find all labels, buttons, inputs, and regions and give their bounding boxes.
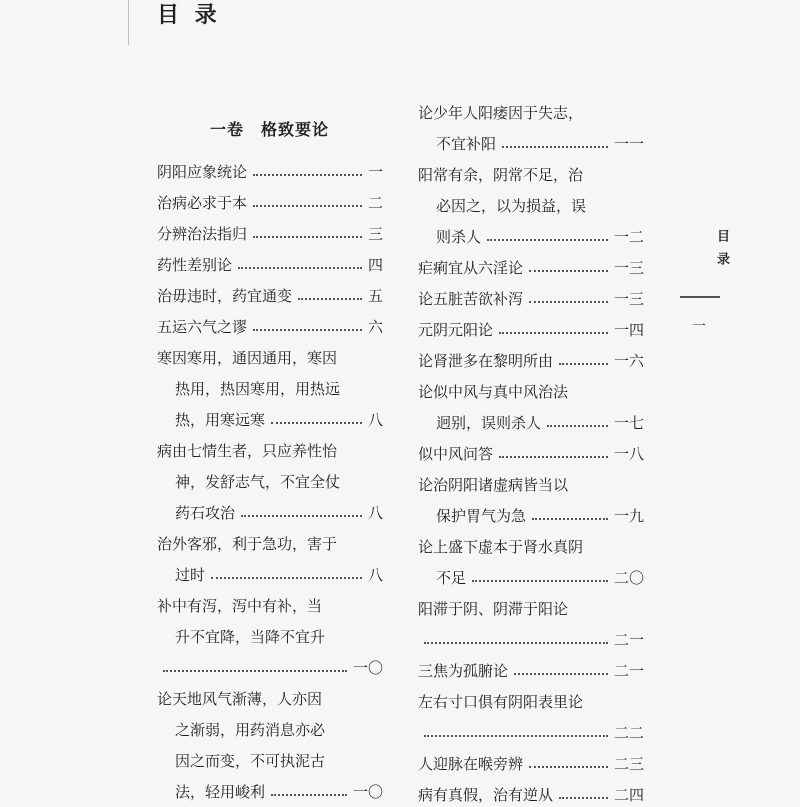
toc-entry-page: 六: [367, 318, 383, 336]
toc-entry-title: 论肾泄多在黎明所由: [418, 352, 554, 370]
toc-entry[interactable]: [175, 625, 383, 649]
toc-entry[interactable]: [418, 256, 644, 280]
toc-entry-title: 阴阳应象统论: [157, 163, 248, 181]
toc-entry[interactable]: [418, 287, 644, 311]
toc-entry-title: 论少年人阳痿因于失志，: [418, 104, 584, 122]
toc-entry-title: 疟痢宜从六淫论: [418, 259, 524, 277]
dot-leader: [472, 580, 608, 582]
toc-entry-page: 八: [367, 504, 383, 522]
dot-leader: [514, 673, 608, 675]
dot-leader: [532, 518, 608, 520]
toc-entry-page: 一一: [613, 135, 644, 153]
toc-entry[interactable]: [418, 628, 644, 652]
toc-entry[interactable]: [157, 315, 383, 339]
toc-entry-page: 一: [367, 163, 383, 181]
dot-leader: [529, 766, 608, 768]
toc-entry-title: 五运六气之谬: [157, 318, 248, 336]
toc-entry-page: 一三: [613, 290, 644, 308]
dot-leader: [559, 797, 608, 799]
dot-leader: [253, 174, 362, 176]
dot-leader: [424, 642, 608, 644]
toc-entry-page: 五: [367, 287, 383, 305]
toc-entry-title: 论天地风气渐薄，人亦因: [157, 690, 323, 708]
dot-leader: [163, 670, 347, 672]
toc-entry-title: 似中风问答: [418, 445, 494, 463]
toc-entry-page: 一〇: [352, 783, 383, 801]
toc-entry-page: 八: [367, 566, 383, 584]
toc-entry-page: 八: [367, 411, 383, 429]
dot-leader: [271, 794, 347, 796]
toc-entry[interactable]: [418, 349, 644, 373]
toc-entry[interactable]: [175, 563, 383, 587]
toc-entry-page: 一三: [613, 259, 644, 277]
toc-entry-page: 一〇: [352, 659, 383, 677]
toc-entry[interactable]: [418, 597, 644, 621]
toc-entry[interactable]: [436, 566, 644, 590]
toc-entry-title: 过时: [175, 566, 206, 584]
dot-leader: [499, 332, 608, 334]
dot-leader: [241, 515, 362, 517]
toc-entry[interactable]: [175, 718, 383, 742]
toc-entry[interactable]: [175, 780, 383, 804]
toc-entry-page: 二: [367, 194, 383, 212]
toc-entry-title: 阳滞于阴、阴滞于阳论: [418, 600, 569, 618]
toc-entry-page: 一四: [613, 321, 644, 339]
toc-entry[interactable]: [436, 504, 644, 528]
page-title: 目 录: [157, 2, 221, 28]
dot-leader: [502, 146, 608, 148]
toc-entry-page: 一二: [613, 228, 644, 246]
toc-entry-title: 论似中风与真中风治法: [418, 383, 569, 401]
toc-entry-title: 三焦为孤腑论: [418, 662, 509, 680]
toc-entry-title: 热用，热因寒用，用热远: [175, 380, 341, 398]
toc-entry-page: 一七: [613, 414, 644, 432]
dot-leader: [487, 239, 608, 241]
chapter-title: 一卷 格致要论: [210, 120, 330, 139]
toc-entry[interactable]: [157, 191, 383, 215]
toc-entry-title: 之渐弱，用药消息亦必: [175, 721, 326, 739]
toc-entry-title: 左右寸口俱有阴阳表里论: [418, 693, 584, 711]
running-head-rule: [680, 296, 720, 298]
toc-entry-title: 必因之，以为损益，误: [436, 197, 587, 215]
toc-entry[interactable]: [157, 160, 383, 184]
toc-entry-title: 治病必求于本: [157, 194, 248, 212]
toc-entry-title: 药石攻治: [175, 504, 236, 522]
toc-entry-title: 寒因寒用，通因通用，寒因: [157, 349, 338, 367]
toc-entry[interactable]: [175, 470, 383, 494]
toc-entry[interactable]: [436, 132, 644, 156]
toc-entry-page: 二〇: [613, 569, 644, 587]
dot-leader: [424, 735, 608, 737]
toc-entry[interactable]: [436, 194, 644, 218]
toc-entry-title: 论上盛下虚本于肾水真阴: [418, 538, 584, 556]
toc-entry[interactable]: [157, 594, 383, 618]
toc-entry-title: 迥别，误则杀人: [436, 414, 542, 432]
toc-entry[interactable]: [418, 380, 644, 404]
toc-entry[interactable]: [418, 690, 644, 714]
toc-entry[interactable]: [418, 535, 644, 559]
toc-entry-title: 元阴元阳论: [418, 321, 494, 339]
dot-leader: [238, 267, 362, 269]
toc-entry[interactable]: [157, 346, 383, 370]
dot-leader: [499, 456, 608, 458]
toc-entry-page: 一八: [613, 445, 644, 463]
toc-entry-page: 二二: [613, 724, 644, 742]
toc-entry-title: 法，轻用峻利: [175, 783, 266, 801]
toc-entry-page: 三: [367, 225, 383, 243]
toc-entry[interactable]: [157, 532, 383, 556]
toc-entry[interactable]: [436, 411, 644, 435]
toc-entry-title: 不足: [436, 569, 467, 587]
dot-leader: [253, 205, 362, 207]
toc-entry-title: 病由七情生者，只应养性怡: [157, 442, 338, 460]
toc-entry-title: 治外客邪，利于急功，害于: [157, 535, 338, 553]
toc-entry[interactable]: [418, 752, 644, 776]
toc-entry-page: 二一: [613, 662, 644, 680]
toc-entry-title: 药性差别论: [157, 256, 233, 274]
dot-leader: [271, 422, 362, 424]
dot-leader: [253, 236, 362, 238]
toc-entry[interactable]: [418, 473, 644, 497]
toc-entry[interactable]: [418, 659, 644, 683]
toc-entry[interactable]: [175, 501, 383, 525]
toc-entry[interactable]: [418, 783, 644, 807]
dot-leader: [559, 363, 608, 365]
toc-entry[interactable]: [157, 687, 383, 711]
toc-entry[interactable]: [175, 408, 383, 432]
toc-entry-title: 分辨治法指归: [157, 225, 248, 243]
toc-entry-title: 病有真假，治有逆从: [418, 786, 554, 804]
toc-entry[interactable]: [157, 284, 383, 308]
toc-entry-page: 二四: [613, 786, 644, 804]
page-number: 一: [692, 319, 706, 335]
toc-entry-title: 升不宜降，当降不宜升: [175, 628, 326, 646]
toc-entry-title: 治毋违时，药宜通变: [157, 287, 293, 305]
toc-entry-title: 则杀人: [436, 228, 482, 246]
toc-entry-title: 阳常有余，阴常不足，治: [418, 166, 584, 184]
dot-leader: [529, 301, 608, 303]
toc-entry[interactable]: [418, 318, 644, 342]
dot-leader: [253, 329, 362, 331]
toc-entry[interactable]: [175, 377, 383, 401]
toc-entry[interactable]: [418, 721, 644, 745]
toc-entry-title: 论五脏苦欲补泻: [418, 290, 524, 308]
dot-leader: [529, 270, 608, 272]
toc-entry-title: 热，用寒远寒: [175, 411, 266, 429]
toc-entry-page: 一九: [613, 507, 644, 525]
toc-entry-page: 四: [367, 256, 383, 274]
dot-leader: [547, 425, 608, 427]
left-margin-rule: [128, 0, 129, 45]
toc-entry[interactable]: [175, 749, 383, 773]
toc-entry[interactable]: [418, 101, 644, 125]
toc-entry-title: 论治阴阳诸虚病皆当以: [418, 476, 569, 494]
toc-entry-page: 二三: [613, 755, 644, 773]
dot-leader: [211, 577, 362, 579]
toc-entry-title: 保护胃气为急: [436, 507, 527, 525]
running-head: 目录: [714, 229, 729, 275]
dot-leader: [298, 298, 362, 300]
toc-entry[interactable]: [157, 656, 383, 680]
toc-entry[interactable]: [157, 222, 383, 246]
toc-entry-page: 一六: [613, 352, 644, 370]
toc-entry-title: 因之而变，不可执泥古: [175, 752, 326, 770]
toc-entry[interactable]: [418, 442, 644, 466]
toc-entry[interactable]: [418, 163, 644, 187]
toc-entry[interactable]: [157, 253, 383, 277]
toc-entry[interactable]: [157, 439, 383, 463]
toc-entry-title: 人迎脉在喉旁辨: [418, 755, 524, 773]
toc-entry[interactable]: [436, 225, 644, 249]
toc-entry-title: 不宜补阳: [436, 135, 497, 153]
toc-entry-page: 二一: [613, 631, 644, 649]
toc-entry-title: 神，发舒志气，不宜全仗: [175, 473, 341, 491]
toc-entry-title: 补中有泻，泻中有补，当: [157, 597, 323, 615]
